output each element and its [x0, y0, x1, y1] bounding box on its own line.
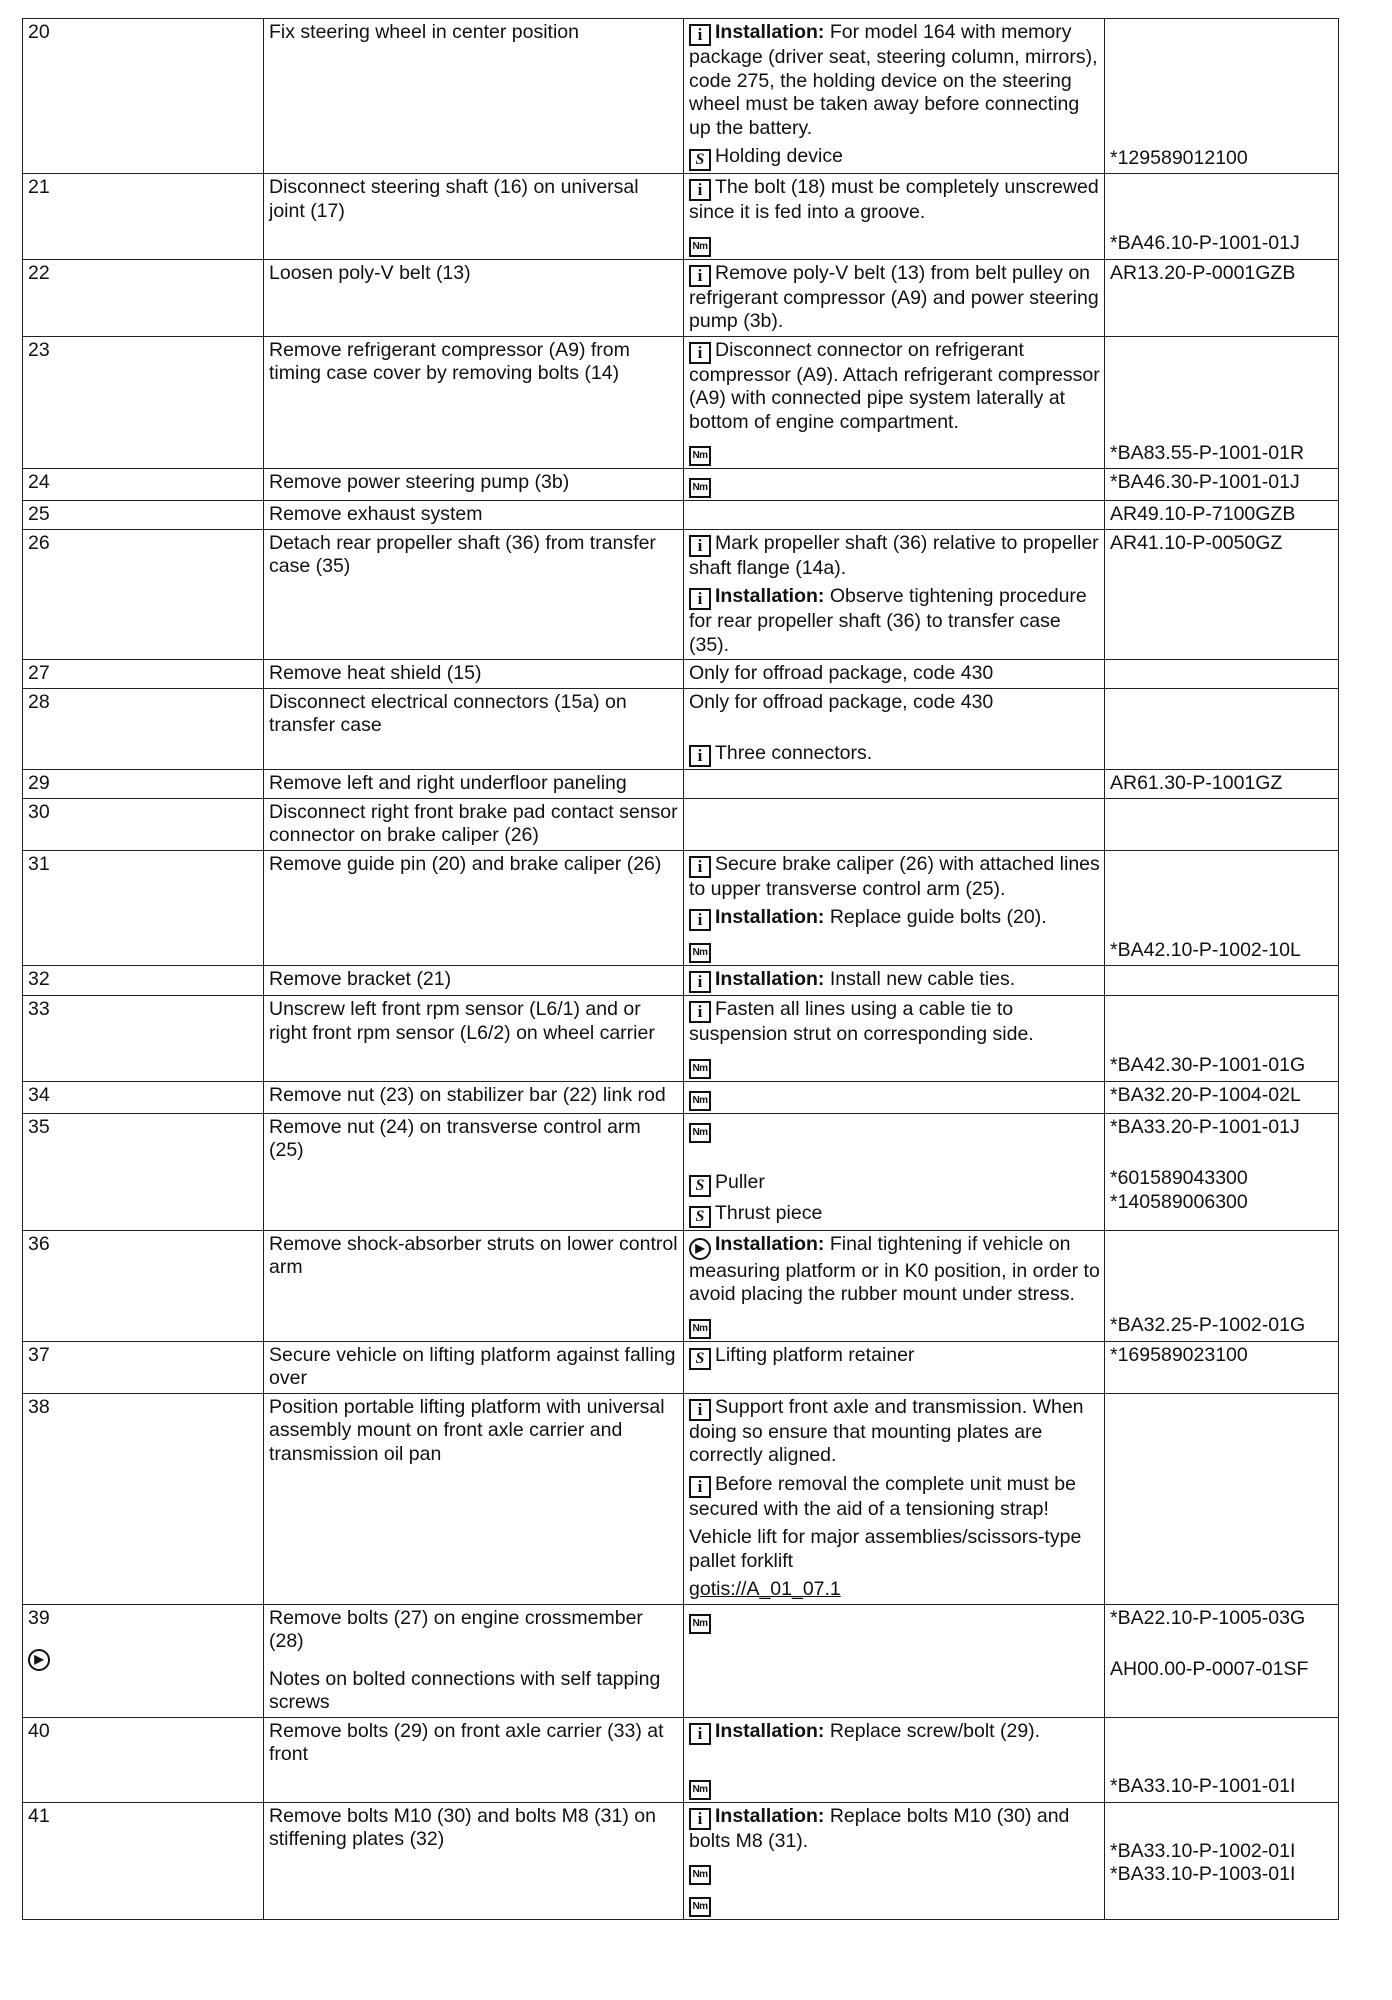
reference-link[interactable]: AR49.10-P-7100GZB	[1110, 503, 1296, 525]
reference-link[interactable]: *601589043300	[1110, 1167, 1248, 1189]
reference-cell	[1105, 336, 1339, 469]
table-row	[23, 850, 1339, 966]
step-action: Remove left and right underfloor paneling	[269, 772, 627, 794]
reference-link[interactable]: *BA46.10-P-1001-01J	[1110, 232, 1300, 254]
note-emphasis: Installation:	[715, 1232, 825, 1255]
step-action: Remove nut (23) on stabilizer bar (22) link rod	[269, 1083, 666, 1106]
step-number-cell	[23, 19, 264, 174]
reference-link[interactable]: *BA33.10-P-1003-01I	[1110, 1863, 1296, 1885]
procedure-table	[22, 18, 1339, 1920]
step-number: 40	[28, 1719, 50, 1742]
step-action: Position portable lifting platform with universal assembly mount on front axle carrier and transmission oil pan	[269, 1395, 665, 1465]
note-line	[689, 21, 1100, 140]
action-cell	[264, 850, 684, 966]
step-number-cell	[23, 501, 264, 530]
note-line	[689, 145, 1100, 171]
step-number-cell	[23, 1802, 264, 1920]
step-number-cell	[23, 1393, 264, 1604]
reference-cell	[1105, 1802, 1339, 1920]
reference-link[interactable]: *BA32.20-P-1004-02L	[1110, 1083, 1301, 1106]
torque-nm-icon: Nm	[689, 1897, 711, 1917]
action-cell	[264, 259, 684, 336]
step-number-cell	[23, 1717, 264, 1802]
note-text: For model 164 with memory package (driver seat, steering column, mirrors), code 275, the holding device on the steering wheel must be taken away before connecting up the battery.	[689, 21, 1098, 139]
notes-cell	[684, 850, 1105, 966]
note-emphasis: Installation:	[715, 21, 825, 43]
note-line	[689, 1805, 1100, 1854]
table-row	[23, 996, 1339, 1082]
step-number-cell	[23, 336, 264, 469]
note-line	[689, 1202, 1100, 1228]
info-icon: i	[689, 909, 711, 931]
reference-cell	[1105, 688, 1339, 770]
action-cell	[264, 1113, 684, 1230]
table-row	[23, 798, 1339, 850]
note-line	[689, 1396, 1100, 1468]
note-text: Install new cable ties.	[824, 968, 1016, 990]
note-line	[689, 906, 1100, 931]
step-number: 25	[28, 503, 50, 525]
info-icon: i	[689, 856, 711, 878]
step-number: 20	[28, 21, 50, 43]
table-row	[23, 501, 1339, 530]
step-number: 29	[28, 772, 50, 794]
note-line	[689, 1233, 1100, 1307]
note-text: Three connectors.	[715, 742, 873, 764]
note-line	[689, 585, 1100, 657]
note-emphasis: Installation:	[715, 585, 825, 607]
note-line	[689, 1344, 1100, 1370]
step-action: Disconnect steering shaft (16) on universal joint (17)	[269, 176, 639, 222]
action-cell	[264, 1393, 684, 1604]
table-row	[23, 1341, 1339, 1393]
step-number-cell	[23, 660, 264, 689]
notes-cell	[684, 501, 1105, 530]
action-cell	[264, 1230, 684, 1341]
action-cell	[264, 336, 684, 469]
info-icon: i	[689, 535, 711, 557]
note-line	[689, 1607, 1100, 1634]
special-tool-icon: S	[689, 1348, 711, 1370]
sub-step-action[interactable]: Notes on bolted connections with self tapping screws	[269, 1667, 661, 1713]
table-row	[23, 1717, 1339, 1802]
step-number-cell	[23, 996, 264, 1082]
table-row	[23, 966, 1339, 996]
action-cell	[264, 966, 684, 996]
table-row	[23, 259, 1339, 336]
note-line	[689, 1526, 1100, 1573]
table-row	[23, 1113, 1339, 1230]
info-icon: i	[689, 1808, 711, 1830]
notes-cell	[684, 259, 1105, 336]
notes-cell	[684, 770, 1105, 799]
torque-nm-icon: Nm	[689, 478, 711, 498]
step-number-cell	[23, 850, 264, 966]
step-number-cell	[23, 770, 264, 799]
note-text: The bolt (18) must be completely unscrewed since it is fed into a groove.	[689, 176, 1099, 223]
step-number: 21	[28, 176, 50, 198]
torque-nm-icon: Nm	[689, 1319, 711, 1339]
info-icon: i	[689, 24, 711, 46]
note-text: Support front axle and transmission. When doing so ensure that mounting plates are correctly aligned.	[689, 1395, 1084, 1466]
step-action: Remove refrigerant compressor (A9) from timing case cover by removing bolts (14)	[269, 338, 630, 384]
step-action: Remove bolts M10 (30) and bolts M8 (31) on stiffening plates (32)	[269, 1804, 656, 1850]
step-number-cell	[23, 259, 264, 336]
action-cell	[264, 1717, 684, 1802]
note-text: Mark propeller shaft (36) relative to propeller shaft flange (14a).	[689, 531, 1099, 579]
step-number: 23	[28, 338, 50, 361]
step-number: 33	[28, 998, 50, 1020]
table-row	[23, 336, 1339, 469]
note-line	[689, 1052, 1100, 1079]
step-number: 35	[28, 1115, 50, 1138]
action-cell	[264, 996, 684, 1082]
reference-cell	[1105, 1230, 1339, 1341]
reference-link[interactable]: AR13.20-P-0001GZB	[1110, 261, 1296, 284]
note-text: Final tightening if vehicle on measuring platform or in K0 position, in order to avoid placing the rubber mount under stress.	[689, 1232, 1100, 1305]
note-line	[689, 1473, 1100, 1522]
special-tool-icon: S	[689, 1206, 711, 1228]
note-line	[689, 1773, 1100, 1800]
step-number: 37	[28, 1343, 50, 1366]
table-row	[23, 1393, 1339, 1604]
note-line	[689, 853, 1100, 902]
reference-cell	[1105, 259, 1339, 336]
step-action: Secure vehicle on lifting platform against falling over	[269, 1343, 676, 1389]
reference-cell	[1105, 1604, 1339, 1717]
step-number-cell	[23, 1230, 264, 1341]
info-icon: i	[689, 588, 711, 610]
notes-cell	[684, 469, 1105, 501]
step-number: 34	[28, 1083, 50, 1106]
reference-link[interactable]: *BA32.25-P-1002-01G	[1110, 1314, 1306, 1336]
notes-cell	[684, 1341, 1105, 1393]
action-cell	[264, 1081, 684, 1113]
reference-cell	[1105, 1341, 1339, 1393]
torque-nm-icon: Nm	[689, 1123, 711, 1143]
note-text: Disconnect connector on refrigerant compressor (A9). Attach refrigerant compressor (A9) with connected pipe system laterally at bottom of engine compartment.	[689, 338, 1100, 433]
step-action: Remove bracket (21)	[269, 968, 452, 990]
step-action: Remove exhaust system	[269, 503, 483, 525]
step-number: 32	[28, 968, 50, 990]
torque-nm-icon: Nm	[689, 237, 711, 257]
note-line	[689, 532, 1100, 581]
step-action: Remove bolts (27) on engine crossmember (28)	[269, 1606, 643, 1652]
note-text: Replace screw/bolt (29).	[824, 1719, 1041, 1742]
note-text: Lifting platform retainer	[715, 1343, 915, 1366]
note-line	[689, 968, 1100, 993]
reference-cell	[1105, 469, 1339, 501]
step-number: 38	[28, 1395, 50, 1418]
notes-cell	[684, 688, 1105, 770]
step-number-cell	[23, 688, 264, 770]
note-text: Replace guide bolts (20).	[824, 906, 1047, 928]
step-number: 36	[28, 1232, 50, 1255]
sub-step-marker	[28, 1644, 259, 1671]
step-number-cell	[23, 966, 264, 996]
note-line	[689, 1858, 1100, 1885]
reference-cell	[1105, 1081, 1339, 1113]
reference-link[interactable]: AH00.00-P-0007-01SF	[1110, 1658, 1309, 1680]
reference-link[interactable]: AR61.30-P-1001GZ	[1110, 772, 1283, 794]
document-link[interactable]: gotis://A_01_07.1	[689, 1578, 841, 1600]
info-icon: i	[689, 1476, 711, 1498]
note-line	[689, 230, 1100, 257]
table-row	[23, 770, 1339, 799]
special-tool-icon: S	[689, 149, 711, 171]
info-icon: i	[689, 745, 711, 767]
reference-link[interactable]: *BA46.30-P-1001-01J	[1110, 471, 1300, 493]
table-row	[23, 660, 1339, 689]
note-line	[689, 1720, 1100, 1745]
procedure-table-body	[23, 19, 1339, 1920]
notes-cell	[684, 174, 1105, 260]
note-line	[689, 471, 1100, 498]
torque-nm-icon: Nm	[689, 1780, 711, 1800]
note-emphasis: Installation:	[715, 906, 825, 928]
note-line	[689, 1171, 1100, 1197]
notes-cell	[684, 1393, 1105, 1604]
reference-link[interactable]: AR41.10-P-0050GZ	[1110, 531, 1283, 554]
note-text: Only for offroad package, code 430	[689, 662, 994, 684]
step-action: Remove nut (24) on transverse control arm (25)	[269, 1115, 641, 1161]
info-icon: i	[689, 1001, 711, 1023]
table-row	[23, 1604, 1339, 1717]
reference-cell	[1105, 966, 1339, 996]
step-action: Remove power steering pump (3b)	[269, 471, 570, 493]
step-number: 30	[28, 800, 50, 823]
note-text: Remove poly-V belt (13) from belt pulley on refrigerant compressor (A9) and power steering pump (3b).	[689, 261, 1099, 332]
step-action: Loosen poly-V belt (13)	[269, 261, 471, 284]
step-number: 41	[28, 1804, 50, 1827]
step-action: Remove shock-absorber struts on lower control arm	[269, 1232, 678, 1278]
note-text: Holding device	[715, 145, 843, 167]
notes-cell	[684, 336, 1105, 469]
notes-cell	[684, 529, 1105, 660]
action-cell	[264, 1341, 684, 1393]
note-line	[689, 439, 1100, 466]
notes-cell	[684, 1604, 1105, 1717]
note-text: Vehicle lift for major assemblies/scissors-type pallet forklift	[689, 1526, 1082, 1572]
reference-cell	[1105, 770, 1339, 799]
action-cell	[264, 469, 684, 501]
reference-link[interactable]: *140589006300	[1110, 1190, 1248, 1213]
step-action: Disconnect right front brake pad contact sensor connector on brake caliper (26)	[269, 800, 678, 846]
table-row	[23, 174, 1339, 260]
note-line	[689, 998, 1100, 1047]
step-number: 39	[28, 1606, 50, 1629]
note-line	[689, 691, 1100, 715]
note-text: Replace bolts M10 (30) and bolts M8 (31).	[689, 1804, 1070, 1852]
step-number: 24	[28, 471, 50, 493]
torque-nm-icon: Nm	[689, 1865, 711, 1885]
notes-cell	[684, 1717, 1105, 1802]
info-icon: i	[689, 1399, 711, 1421]
reference-cell	[1105, 174, 1339, 260]
step-number-cell	[23, 469, 264, 501]
reference-link[interactable]: *BA22.10-P-1005-03G	[1110, 1606, 1306, 1629]
note-line	[689, 1890, 1100, 1917]
notes-cell	[684, 966, 1105, 996]
step-number-cell	[23, 1341, 264, 1393]
info-icon: i	[689, 179, 711, 201]
step-number-cell	[23, 1113, 264, 1230]
table-row	[23, 1230, 1339, 1341]
step-number: 27	[28, 662, 50, 684]
step-action: Remove heat shield (15)	[269, 662, 482, 684]
note-text: Secure brake caliper (26) with attached lines to upper transverse control arm (25).	[689, 852, 1100, 900]
note-arrow-icon: ▶	[28, 1649, 50, 1671]
note-text: Observe tightening procedure for rear propeller shaft (36) to transfer case (35).	[689, 585, 1087, 656]
reference-cell	[1105, 1113, 1339, 1230]
note-line	[689, 742, 1100, 767]
note-line	[689, 176, 1100, 225]
note-line	[689, 262, 1100, 334]
special-tool-icon: S	[689, 1175, 711, 1197]
reference-cell	[1105, 529, 1339, 660]
step-number-cell	[23, 174, 264, 260]
action-cell	[264, 174, 684, 260]
note-emphasis: Installation:	[715, 1804, 825, 1827]
step-number: 28	[28, 690, 50, 713]
action-cell	[264, 501, 684, 530]
note-line[interactable]	[689, 1578, 1100, 1602]
step-action: Fix steering wheel in center position	[269, 21, 579, 43]
step-number-cell	[23, 798, 264, 850]
table-row	[23, 1081, 1339, 1113]
notes-cell	[684, 1802, 1105, 1920]
reference-link[interactable]: *169589023100	[1110, 1343, 1248, 1366]
step-number-cell	[23, 1081, 264, 1113]
notes-cell	[684, 660, 1105, 689]
reference-link[interactable]: *129589012100	[1110, 146, 1248, 169]
action-cell	[264, 798, 684, 850]
action-cell	[264, 19, 684, 174]
reference-cell	[1105, 19, 1339, 174]
table-row	[23, 529, 1339, 660]
note-line	[689, 936, 1100, 963]
action-cell	[264, 1802, 684, 1920]
torque-nm-icon: Nm	[689, 1059, 711, 1079]
table-row	[23, 19, 1339, 174]
step-action: Unscrew left front rpm sensor (L6/1) and or right front rpm sensor (L6/2) on wheel carrier	[269, 998, 655, 1044]
table-row	[23, 469, 1339, 501]
action-cell	[264, 688, 684, 770]
note-emphasis: Installation:	[715, 1719, 825, 1742]
note-text: Thrust piece	[715, 1201, 823, 1224]
info-icon: i	[689, 265, 711, 287]
note-line	[689, 339, 1100, 435]
step-action: Detach rear propeller shaft (36) from transfer case (35)	[269, 531, 656, 577]
reference-link[interactable]: *BA83.55-P-1001-01R	[1110, 441, 1305, 464]
notes-cell	[684, 1081, 1105, 1113]
reference-cell	[1105, 1717, 1339, 1802]
reference-cell	[1105, 850, 1339, 966]
step-number-cell	[23, 1604, 264, 1717]
action-cell	[264, 529, 684, 660]
note-line	[689, 1312, 1100, 1339]
torque-nm-icon: Nm	[689, 943, 711, 963]
reference-cell	[1105, 660, 1339, 689]
torque-nm-icon: Nm	[689, 1614, 711, 1634]
note-text: Before removal the complete unit must be secured with the aid of a tensioning strap!	[689, 1472, 1076, 1520]
info-icon: i	[689, 1723, 711, 1745]
torque-nm-icon: Nm	[689, 1091, 711, 1111]
note-line	[689, 662, 1100, 686]
note-line	[689, 1116, 1100, 1143]
notes-cell	[684, 19, 1105, 174]
reference-link[interactable]: *BA33.20-P-1001-01J	[1110, 1115, 1300, 1138]
reference-link[interactable]: *BA42.10-P-1002-10L	[1110, 938, 1301, 961]
reference-cell	[1105, 1393, 1339, 1604]
action-cell	[264, 1604, 684, 1717]
notes-cell	[684, 798, 1105, 850]
note-arrow-icon: ▶	[689, 1238, 711, 1260]
info-icon: i	[689, 342, 711, 364]
action-cell	[264, 660, 684, 689]
step-number-cell	[23, 529, 264, 660]
reference-link[interactable]: *BA33.10-P-1001-01I	[1110, 1775, 1296, 1797]
table-row	[23, 1802, 1339, 1920]
step-action: Remove guide pin (20) and brake caliper (26)	[269, 852, 662, 875]
note-text: Puller	[715, 1170, 765, 1193]
step-number: 31	[28, 852, 50, 875]
action-cell	[264, 770, 684, 799]
step-number: 22	[28, 261, 50, 284]
note-line	[689, 1084, 1100, 1111]
step-action: Disconnect electrical connectors (15a) on transfer case	[269, 690, 627, 736]
reference-cell	[1105, 798, 1339, 850]
note-text: Only for offroad package, code 430	[689, 690, 994, 713]
notes-cell	[684, 1230, 1105, 1341]
note-emphasis: Installation:	[715, 968, 825, 990]
reference-cell	[1105, 501, 1339, 530]
torque-nm-icon: Nm	[689, 446, 711, 466]
notes-cell	[684, 996, 1105, 1082]
reference-link[interactable]: *BA33.10-P-1002-01I	[1110, 1839, 1296, 1862]
notes-cell	[684, 1113, 1105, 1230]
note-text: Fasten all lines using a cable tie to suspension strut on corresponding side.	[689, 998, 1034, 1045]
info-icon: i	[689, 971, 711, 993]
step-number: 26	[28, 531, 50, 554]
step-action: Remove bolts (29) on front axle carrier (33) at front	[269, 1719, 664, 1765]
reference-link[interactable]: *BA42.30-P-1001-01G	[1110, 1054, 1306, 1076]
table-row	[23, 688, 1339, 770]
reference-cell	[1105, 996, 1339, 1082]
